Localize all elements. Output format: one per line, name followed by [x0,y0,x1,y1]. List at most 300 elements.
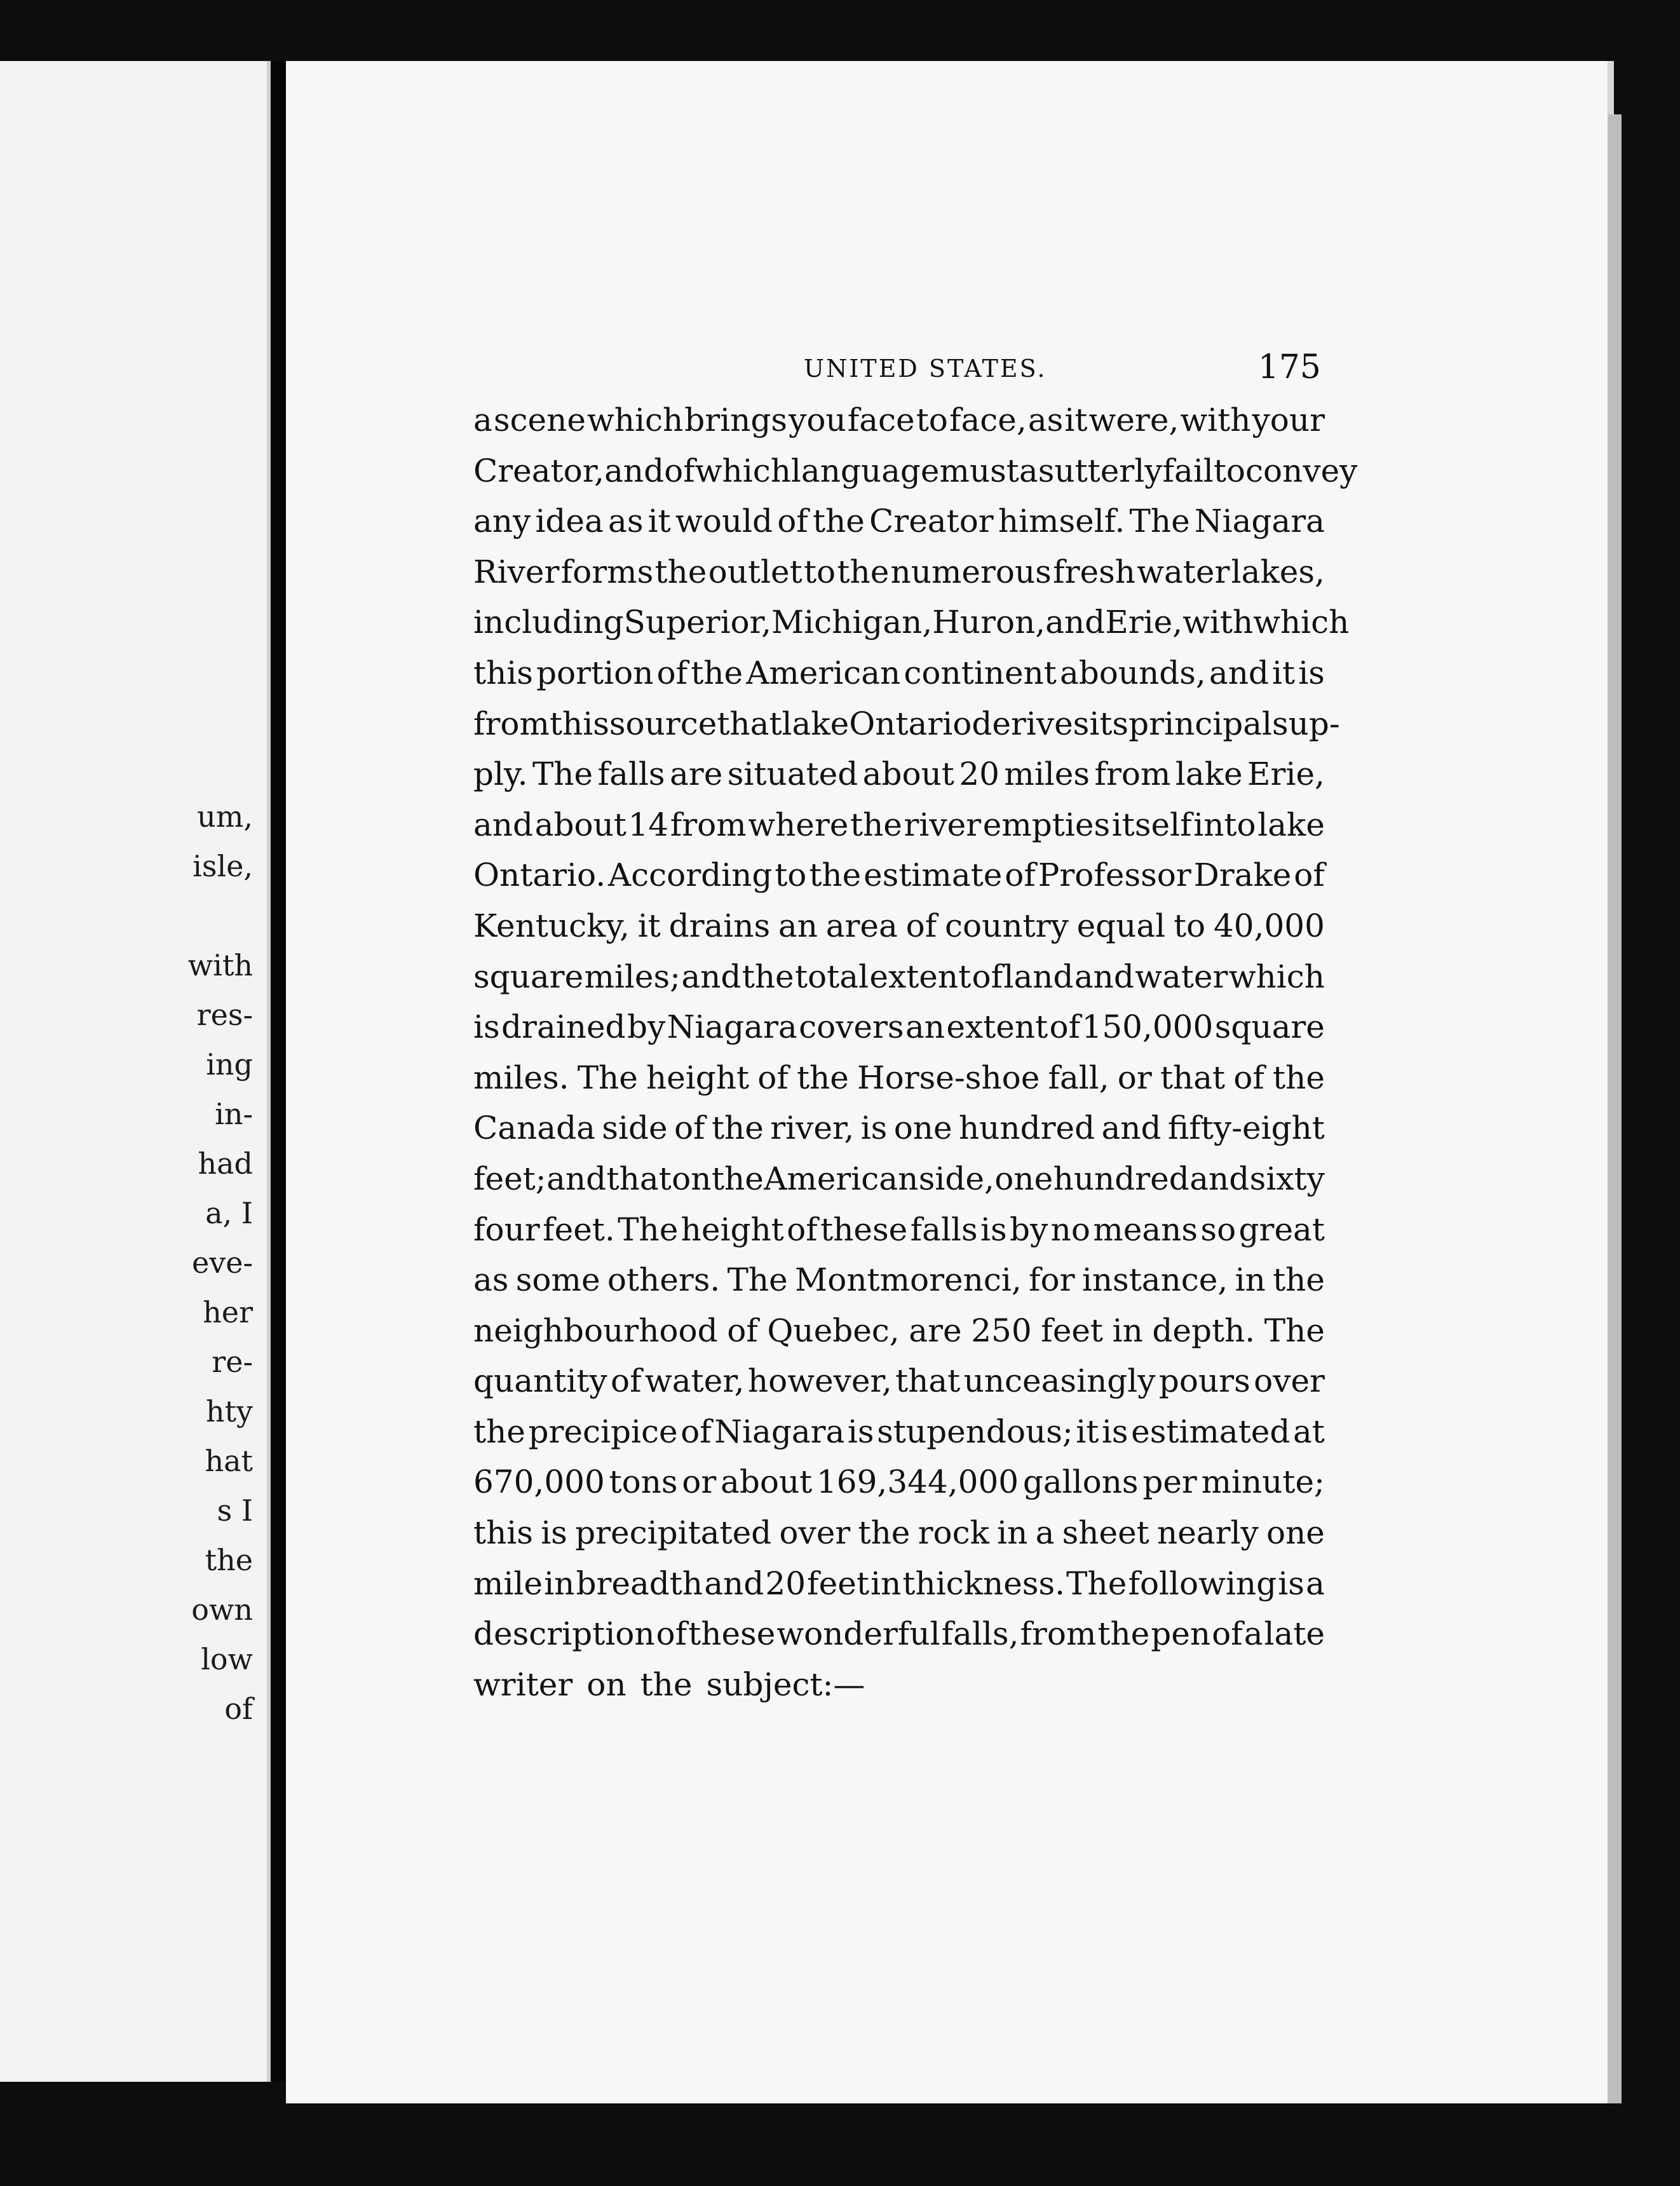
word: extent [869,958,972,995]
word: late [1264,1615,1325,1653]
word: breadth [576,1565,703,1602]
word: the [796,1059,849,1096]
word: and [704,1565,764,1602]
word: abounds, [1059,654,1206,691]
text-line [473,1103,1325,1154]
word: source [609,705,717,742]
word: face, [949,402,1027,438]
word: the [654,553,707,590]
word: and [1045,604,1106,641]
left-page-fragment: res- [196,998,253,1032]
word: sixty [1249,1160,1325,1197]
word: Huron, [932,604,1046,641]
page-text-block [473,342,1358,1710]
word: lake [782,705,850,742]
word: are [669,756,723,793]
word: of [1049,1008,1081,1046]
word: hundred [958,1110,1095,1147]
word: square [1214,1008,1325,1046]
word: Kentucky, [473,907,630,944]
word: estimated [1131,1413,1290,1450]
word: The [1264,1312,1325,1349]
word: about [534,806,627,843]
word: fall, [1048,1059,1109,1096]
word: by [627,1008,666,1046]
text-line [473,1255,1325,1306]
word: side [602,1110,668,1147]
word: Erie, [1105,604,1183,641]
word: principal [1128,705,1272,742]
text-line [473,1154,1325,1205]
word: precipice [528,1413,678,1450]
word: drains [668,907,771,944]
body-text [473,395,1358,1710]
word: continent [904,654,1057,691]
word: which [586,402,684,438]
word: sheet [1062,1514,1149,1552]
left-page-fragment: re- [212,1345,253,1379]
word: utterly [1054,452,1163,489]
word: wonderful [776,1615,940,1653]
word: or [682,1463,717,1501]
text-line [473,1609,1325,1660]
word: American [764,1160,919,1197]
word: of [1233,1059,1264,1096]
word: miles; [584,958,681,995]
left-page-fragment: in- [215,1097,253,1131]
word: some [515,1261,600,1299]
left-page-text-fragments [188,792,253,1734]
word: The [532,756,593,793]
word: your [1252,402,1325,438]
word: is [847,1413,874,1450]
word: as [1027,402,1064,438]
word: that [895,1362,961,1400]
text-line [473,850,1325,901]
left-page-fragment: eve- [192,1246,253,1280]
word: this [473,1514,533,1552]
word: you [789,402,846,438]
word: which [694,452,791,489]
word: of [787,1211,818,1248]
word: 14 [628,806,669,843]
word: to [916,402,948,438]
word: from [670,806,747,843]
word: is [1101,1413,1128,1450]
word: fifty-eight [1167,1110,1325,1147]
word: country [945,907,1069,944]
word: that [1160,1059,1226,1096]
word: neighbourhood [473,1312,718,1349]
word: feet [807,1565,869,1602]
word: ply. [473,756,528,793]
word: Ontario. [473,857,606,894]
word: and [604,452,665,489]
word: nearly [1157,1514,1259,1552]
word: forms [560,553,654,590]
word: outlet [708,553,803,590]
word: and [1101,1110,1162,1147]
word: of [905,907,937,944]
word: of [1212,1615,1243,1653]
word: 169,344,000 [816,1463,1019,1501]
left-page-fragment: low [201,1642,253,1676]
word: it [1064,402,1088,438]
word: fresh [1053,553,1135,590]
left-page-fragment: of [224,1692,253,1726]
word: it [647,503,671,540]
word: lakes, [1231,553,1325,590]
text-line [473,1053,1325,1104]
word: must [939,452,1019,489]
word: pours [1158,1362,1250,1400]
word: Ontario [849,705,972,742]
word: water [1135,958,1228,995]
left-page-fragment: hty [205,1394,253,1429]
word: from [1020,1615,1097,1653]
word: of [656,1615,688,1653]
word: would [675,503,773,540]
word: Creator, [473,452,605,489]
word: one [893,1110,952,1147]
word: per [1142,1463,1197,1501]
word: is [860,1110,888,1147]
text-line [473,1306,1325,1357]
word: the [812,503,865,540]
word: sup- [1272,705,1340,742]
word: from [1094,756,1171,793]
word: water, [644,1362,745,1400]
word: for [1029,1261,1075,1299]
left-page-fragment: a, I [205,1196,253,1230]
left-page-fragment: with [187,948,253,982]
word: this [549,705,609,742]
word: 150,000 [1081,1008,1214,1046]
word: the [1273,1059,1325,1096]
word: by [1010,1211,1048,1248]
word: the [1273,1261,1325,1299]
word: the [809,857,862,894]
word: in [997,1514,1028,1552]
text-line [473,1457,1325,1508]
word: are [909,1312,962,1349]
word: it [637,907,661,944]
word: covers [799,1008,904,1046]
word: gallons [1022,1463,1139,1501]
word: writer [473,1666,573,1703]
word: these [688,1615,776,1653]
word: 670,000 [473,1463,605,1501]
word: unceasingly [963,1362,1156,1400]
text-line [473,1559,1325,1610]
word: these [820,1211,908,1248]
word: an [905,1008,945,1046]
word: a [473,402,492,438]
word: lake [1175,756,1243,793]
word: that [717,705,782,742]
word: its [1089,705,1129,742]
word: in [544,1565,575,1602]
text-line [473,1508,1325,1559]
word: of [972,958,1003,995]
word: himself. [998,503,1125,540]
word: one [994,1160,1053,1197]
word: as [1019,452,1055,489]
word: to [803,553,836,590]
text-line [473,1002,1325,1053]
word: on [586,1666,627,1703]
word: about [862,756,954,793]
word: stupendous; [877,1413,1073,1450]
word: Erie, [1247,756,1325,793]
word: depth. [1152,1312,1256,1349]
word: Michigan, [771,604,933,641]
word: quantity [473,1362,607,1400]
word: of [1294,857,1325,894]
word: and [1209,654,1269,691]
word: height [681,1211,784,1248]
word: land [1003,958,1074,995]
left-page-fragment [188,891,253,940]
word: American [746,654,901,691]
word: and [473,806,534,843]
word: falls [910,1211,978,1248]
word: brings [684,402,788,438]
word: including [473,604,624,641]
word: or [1117,1059,1152,1096]
word: river, [770,1110,855,1147]
word: pen [1151,1615,1211,1653]
book-gutter [271,61,286,2082]
word: Quebec, [767,1312,900,1349]
header-title: UNITED STATES. [804,355,1047,383]
word: great [1238,1211,1325,1248]
word: with [1182,604,1254,641]
word: to [1213,452,1246,489]
word: side, [918,1160,994,1197]
word: it [1076,1413,1099,1450]
word: River [473,553,560,590]
word: at [1292,1413,1325,1450]
word: minute; [1201,1463,1325,1501]
word: derives [972,705,1090,742]
word: feet [1041,1312,1104,1349]
word: of [656,654,688,691]
word: of [681,1413,712,1450]
word: is [541,1514,567,1552]
word: of [664,452,695,489]
word: extent [946,1008,1048,1046]
word: drained [501,1008,626,1046]
word: and [681,958,742,995]
word: scene [493,402,586,438]
word: on [672,1160,712,1197]
text-line [473,395,1325,446]
word: in [1235,1261,1266,1299]
word: a [1243,1615,1263,1653]
word: the [850,806,902,843]
page-number: 175 [1257,348,1321,386]
word: no [1050,1211,1090,1248]
word: following [1128,1565,1277,1602]
word: one [1266,1514,1325,1552]
word: the [473,1413,525,1450]
word: empties [982,806,1111,843]
word: idea [535,503,604,540]
word: the [640,1666,693,1703]
word: this [473,654,533,691]
word: where [748,806,849,843]
word: language [790,452,940,489]
word: feet; [473,1160,546,1197]
word: Montmorenci, [795,1261,1022,1299]
word: estimate [864,857,1003,894]
text-line [473,1356,1325,1407]
word: means [1093,1211,1198,1248]
word: area [825,907,898,944]
word: and [1189,1160,1250,1197]
word: convey [1245,452,1358,489]
word: square [473,958,584,995]
left-page-fragment: s I [217,1493,253,1528]
word: into [1193,806,1256,843]
word: of [611,1362,642,1400]
word: Niagara [714,1413,845,1450]
word: however, [747,1362,892,1400]
word: face [847,402,915,438]
word: 20 [959,756,999,793]
left-page-fragment: the [205,1543,253,1577]
word: Creator [869,503,994,540]
word: portion [536,654,654,691]
text-line [473,1407,1325,1458]
left-page-fragment: hat [205,1444,253,1478]
word: of [727,1312,758,1349]
word: numerous [890,553,1052,590]
word: Professor [1038,857,1191,894]
word: lake [1257,806,1325,843]
word: is [1278,1565,1304,1602]
text-line [473,800,1325,851]
word: as [473,1261,509,1299]
text-line [473,597,1350,648]
word: is [473,1008,500,1046]
left-page-fragment: um, [197,799,253,834]
word: situated [727,756,858,793]
text-line [473,648,1325,699]
text-line [473,547,1325,598]
word: the [742,958,794,995]
word: Drake [1193,857,1292,894]
word: falls [597,756,665,793]
word: thickness. [902,1565,1066,1602]
word: The [1129,503,1190,540]
word: four [473,1211,540,1248]
word: The [727,1261,788,1299]
left-page-fragment: isle, [193,849,253,883]
word: that [606,1160,672,1197]
word: the [858,1514,911,1552]
word: instance, [1081,1261,1228,1299]
page-edge [1608,114,1622,2103]
text-line [473,952,1325,1003]
word: and [546,1160,607,1197]
word: over [1254,1362,1325,1400]
word: to [775,857,807,894]
word: The [618,1211,679,1248]
word: The [577,1059,638,1096]
word: about [721,1463,813,1501]
word: Niagara [667,1008,797,1046]
word: any [473,503,531,540]
word: a [1306,1565,1325,1602]
word: over [779,1514,851,1552]
word: were, [1088,402,1179,438]
word: is [1298,654,1325,691]
word: feet. [543,1211,615,1248]
word: as [608,503,644,540]
text-line [473,1660,1325,1711]
word: hundred [1053,1160,1189,1197]
word: water [1137,553,1230,590]
word: from [473,705,550,742]
word: miles. [473,1059,569,1096]
word: subject:— [706,1666,865,1703]
word: 40,000 [1213,907,1325,944]
left-page-fragment: own [191,1592,253,1627]
word: Horse-shoe [857,1059,1040,1096]
left-page-fragment: ing [206,1047,253,1082]
word: river [904,806,982,843]
word: and [1074,958,1134,995]
text-line [473,1205,1325,1256]
word: of [674,1110,705,1147]
word: so [1200,1211,1236,1248]
word: to [1173,907,1206,944]
word: total [794,958,869,995]
word: the [691,654,743,691]
word: the [837,553,890,590]
word: description [473,1615,655,1653]
word: equal [1076,907,1166,944]
word: is [980,1211,1007,1248]
word: it [1272,654,1296,691]
word: a [1035,1514,1055,1552]
word: Canada [473,1110,595,1147]
word: of [757,1059,789,1096]
word: the [1097,1615,1150,1653]
word: falls, [941,1615,1019,1653]
word: Superior, [623,604,771,641]
text-line [473,496,1325,547]
word: tons [609,1463,678,1501]
word: in [1112,1312,1143,1349]
left-page [0,61,271,2082]
word: height [646,1059,750,1096]
word: fail [1162,452,1214,489]
word: rock [918,1514,989,1552]
word: of [1005,857,1036,894]
left-page-fragment: her [203,1295,253,1329]
word: the [711,1110,764,1147]
word: mile [473,1565,543,1602]
word: with [1180,402,1251,438]
word: the [711,1160,764,1197]
word: which [1228,958,1325,995]
text-line [473,749,1325,800]
word: Niagara [1194,503,1325,540]
word: others. [607,1261,721,1299]
